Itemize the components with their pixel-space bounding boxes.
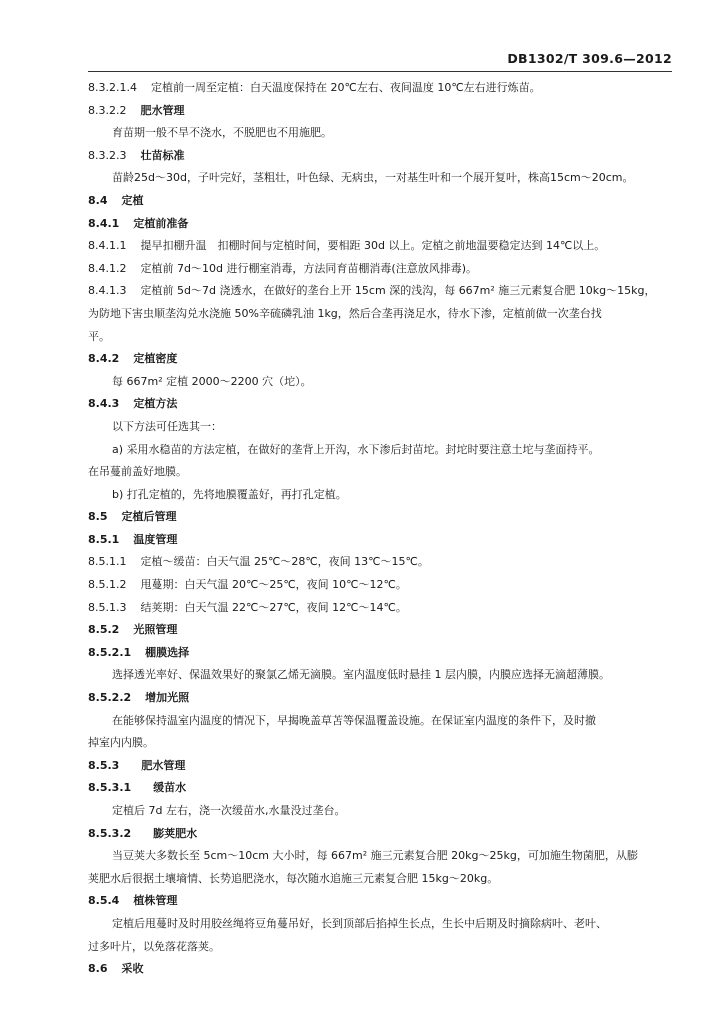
paragraph-continuation: 平。 <box>88 329 110 343</box>
clause-text: 甩蔓期：白天气温 20℃～25℃，夜间 10℃～12℃。 <box>140 578 407 592</box>
document-body <box>88 77 680 981</box>
heading-8-4 <box>88 190 680 213</box>
clause-number: 8.4.3 <box>88 397 120 411</box>
clause-8-4-1-1 <box>88 235 680 258</box>
clause-title: 定植前准备 <box>133 216 189 230</box>
heading-8-4-2 <box>88 348 680 371</box>
clause-number: 8.5.3.1 <box>88 781 132 795</box>
heading-8-5-1 <box>88 529 680 552</box>
clause-number: 8.3.2.1.4 <box>88 81 137 94</box>
clause-8-3-2-1-4 <box>88 77 680 100</box>
header-rule <box>88 71 672 72</box>
heading-8-5 <box>88 506 680 529</box>
paragraph-continuation: 过多叶片，以免落花落荚。 <box>88 939 220 953</box>
paragraph: 选择透光率好、保温效果好的聚氯乙烯无滴膜。室内温度低时悬挂 1 层内膜，内膜应选择无滴超薄膜。 <box>112 668 610 682</box>
heading-8-3-2-2 <box>88 100 680 123</box>
paragraph: 定植后 7d 左右，浇一次缓苗水,水量没过垄台。 <box>112 804 346 817</box>
paragraph: 以下方法可任选其一： <box>112 419 222 433</box>
clause-title: 采收 <box>121 962 144 976</box>
clause-text: 结荚期：白天气温 22℃～27℃，夜间 12℃～14℃。 <box>140 600 407 614</box>
clause-number: 8.5.4 <box>88 894 120 908</box>
clause-number: 8.4.1 <box>88 216 120 230</box>
heading-8-3-2-3 <box>88 145 680 168</box>
clause-number: 8.4.1.1 <box>88 239 127 253</box>
clause-title: 温度管理 <box>133 532 178 546</box>
clause-number: 8.5.1 <box>88 532 120 546</box>
clause-number: 8.5.3.2 <box>88 826 132 840</box>
clause-number: 8.4.1.3 <box>88 284 127 298</box>
clause-8-4-1-3 <box>88 280 680 303</box>
clause-number: 8.5.3 <box>88 758 120 772</box>
list-item-b: b) 打孔定植的，先将地膜覆盖好，再打孔定植。 <box>112 487 347 501</box>
clause-title: 定植方法 <box>133 397 178 411</box>
clause-number: 8.4.1.2 <box>88 261 127 275</box>
clause-title: 定植 <box>121 193 144 207</box>
clause-title: 肥水管理 <box>140 103 185 117</box>
clause-text: 提早扣棚升温 扣棚时间与定植时间，要相距 30d 以上。定植之前地温要稳定达到 14℃以上。 <box>140 239 606 253</box>
clause-title: 光照管理 <box>133 623 178 637</box>
paragraph: 定植后甩蔓时及时用胶丝绳将豆角蔓吊好，长到顶部后掐掉生长点，生长中后期及时摘除病叶、老叶、 <box>112 916 607 930</box>
clause-number: 8.5.2 <box>88 623 120 637</box>
clause-number: 8.5.1.1 <box>88 555 127 569</box>
paragraph-continuation: 为防地下害虫顺垄沟兑水浇施 50%辛硫磷乳油 1kg，然后合垄再浇足水，待水下渗，定植前做一次垄台找 <box>88 306 602 320</box>
clause-number: 8.5.1.3 <box>88 600 127 614</box>
clause-text: 定植前 5d～7d 浇透水，在做好的垄台上开 15cm 深的浅沟，每 667m² 施三元素复合肥 10kg～15kg， <box>140 284 656 298</box>
heading-8-6 <box>88 958 680 981</box>
clause-number: 8.4 <box>88 193 108 207</box>
heading-8-5-3-2 <box>88 823 680 846</box>
clause-text: 定植～缓苗：白天气温 25℃～28℃，夜间 13℃～15℃。 <box>140 555 429 569</box>
list-item-a: a) 采用水稳苗的方法定植，在做好的垄背上开沟，水下渗后封苗坨。封坨时要注意土坨与垄面持平。 <box>112 442 600 456</box>
heading-8-4-1 <box>88 213 680 236</box>
heading-8-5-2-2 <box>88 687 680 710</box>
clause-title: 壮苗标准 <box>140 148 185 162</box>
clause-number: 8.5 <box>88 510 108 524</box>
heading-8-5-4 <box>88 890 680 913</box>
clause-title: 植株管理 <box>133 894 178 908</box>
paragraph: 育苗期一般不旱不浇水，不脱肥也不用施肥。 <box>112 126 332 140</box>
document-code: DB1302/T 309.6—2012 <box>507 51 672 66</box>
clause-number: 8.5.2.2 <box>88 691 132 705</box>
clause-text: 定植前一周至定植：白天温度保持在 20℃左右、夜间温度 10℃左右进行炼苗。 <box>150 81 541 94</box>
clause-8-4-1-2 <box>88 258 680 281</box>
clause-8-5-1-2 <box>88 574 680 597</box>
clause-number: 8.6 <box>88 962 108 976</box>
heading-8-4-3 <box>88 393 680 416</box>
heading-8-5-3-1 <box>88 777 680 800</box>
clause-title: 膨荚肥水 <box>153 826 198 840</box>
clause-title: 缓苗水 <box>153 781 187 795</box>
paragraph: 当豆荚大多数长至 5cm～10cm 大小时，每 667m² 施三元素复合肥 20kg～25kg，可加施生物菌肥，从膨 <box>112 849 638 863</box>
paragraph: 在能够保持温室内温度的情况下，早揭晚盖草苫等保温覆盖设施。在保证室内温度的条件下，及时撤 <box>112 713 596 727</box>
paragraph-continuation: 荚肥水后很据土壤墒情、长势追肥浇水，每次随水追施三元素复合肥 15kg～20kg。 <box>88 871 499 885</box>
clause-text: 定植前 7d～10d 进行棚室消毒，方法同育苗棚消毒(注意放风排毒)。 <box>140 261 478 275</box>
clause-title: 肥水管理 <box>141 758 186 772</box>
clause-number: 8.3.2.2 <box>88 103 127 117</box>
clause-number: 8.4.2 <box>88 352 120 366</box>
clause-number: 8.3.2.3 <box>88 148 127 162</box>
clause-title: 定植后管理 <box>121 510 177 524</box>
clause-title: 增加光照 <box>145 691 190 705</box>
heading-8-5-2 <box>88 619 680 642</box>
clause-8-5-1-1 <box>88 551 680 574</box>
heading-8-5-3 <box>88 755 680 778</box>
paragraph-continuation: 在吊蔓前盖好地膜。 <box>88 465 187 479</box>
paragraph: 每 667m² 定植 2000～2200 穴（坨）。 <box>112 374 312 388</box>
heading-8-5-2-1 <box>88 642 680 665</box>
paragraph-continuation: 掉室内内膜。 <box>88 736 154 750</box>
clause-number: 8.5.2.1 <box>88 645 132 659</box>
clause-title: 棚膜选择 <box>145 645 190 659</box>
paragraph: 苗龄25d～30d，子叶完好，茎粗壮，叶色绿、无病虫，一对基生叶和一个展开复叶，株高15cm～20cm。 <box>112 171 634 185</box>
clause-title: 定植密度 <box>133 352 178 366</box>
clause-number: 8.5.1.2 <box>88 578 127 592</box>
clause-8-5-1-3 <box>88 597 680 620</box>
